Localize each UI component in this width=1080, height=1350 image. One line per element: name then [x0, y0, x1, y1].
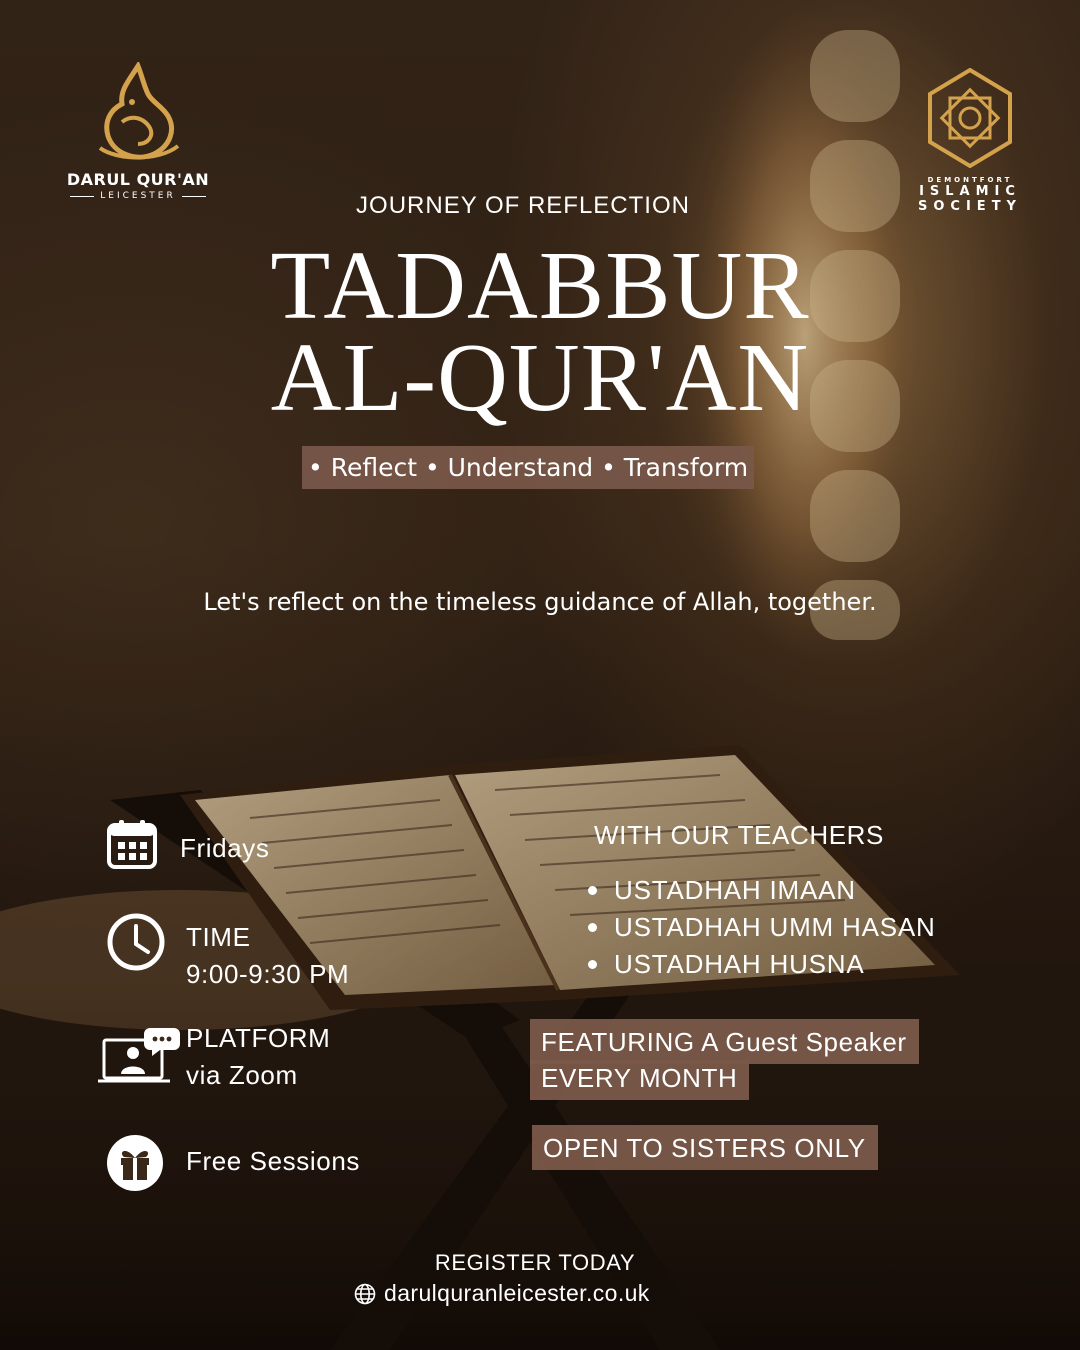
- calendar-icon: [106, 818, 158, 870]
- divider: [70, 196, 94, 197]
- platform-value: via Zoom: [186, 1060, 298, 1090]
- title-line-2: AL-QUR'AN: [270, 324, 810, 432]
- featuring-tag-line-2: EVERY MONTH: [530, 1060, 749, 1100]
- time-block: [186, 919, 349, 993]
- teacher-name: USTADHAH UMM HASAN: [614, 912, 936, 942]
- darul-quran-location: LEICESTER: [100, 191, 176, 201]
- teacher-list: [588, 872, 936, 983]
- dmu-society-label: SOCIETY: [918, 199, 1022, 214]
- darul-quran-calligraphy-icon: [92, 62, 184, 166]
- title-line-1: TADABBUR: [270, 232, 810, 340]
- time-label: TIME: [186, 922, 251, 952]
- dmu-star-emblem-icon: [924, 68, 1016, 168]
- event-lead-text: Let's reflect on the timeless guidance of Allah, together.: [203, 588, 877, 616]
- dmu-islamic-label: ISLAMIC: [919, 184, 1021, 199]
- website-url[interactable]: darulquranleicester.co.uk: [384, 1280, 650, 1306]
- teacher-name: USTADHAH HUSNA: [614, 949, 865, 979]
- event-kicker: JOURNEY OF REFLECTION: [356, 192, 690, 219]
- event-tagline: • Reflect • Understand • Transform: [302, 446, 754, 489]
- list-item: [588, 909, 936, 946]
- register-cta: REGISTER TODAY: [434, 1250, 636, 1275]
- clock-icon: [106, 912, 166, 972]
- day-label: Fridays: [180, 833, 270, 863]
- dmu-islamic-society-logo: [912, 68, 1028, 214]
- divider: [182, 196, 206, 197]
- time-value: 9:00-9:30 PM: [186, 959, 350, 989]
- audience-tag: OPEN TO SISTERS ONLY: [532, 1125, 878, 1170]
- dmu-university-name: DEMONTFORT: [927, 176, 1013, 184]
- teacher-name: USTADHAH IMAAN: [614, 875, 856, 905]
- video-call-icon: [96, 1026, 180, 1086]
- platform-block: [186, 1020, 330, 1094]
- darul-quran-logo: [62, 62, 214, 201]
- cost-label: Free Sessions: [186, 1146, 360, 1176]
- gift-icon: [106, 1134, 164, 1192]
- website-link[interactable]: [354, 1280, 650, 1307]
- featuring-tag-line-1: FEATURING A Guest Speaker: [530, 1019, 919, 1064]
- globe-icon: [354, 1283, 376, 1305]
- darul-quran-name: DARUL QUR'AN: [66, 170, 210, 189]
- list-item: [588, 946, 936, 983]
- platform-label: PLATFORM: [186, 1023, 331, 1053]
- event-title: [240, 232, 840, 432]
- list-item: [588, 872, 936, 909]
- teachers-heading: WITH OUR TEACHERS: [594, 820, 884, 850]
